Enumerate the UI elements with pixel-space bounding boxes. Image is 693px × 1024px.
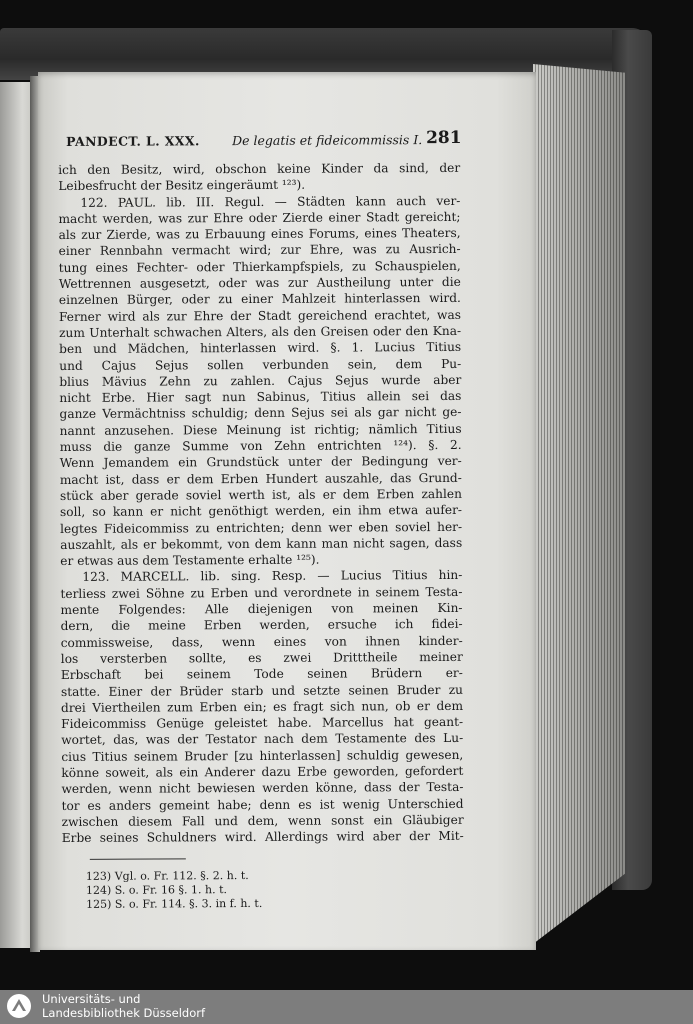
- footer-line-2: Landesbibliothek Düsseldorf: [42, 1006, 206, 1020]
- header-title: De legatis et fideicommissis I.: [232, 132, 423, 149]
- text-line: und Cajus Sejus sollen verbunden sein, dem Pu-: [59, 356, 462, 373]
- header-section: PANDECT. L. XXX.: [66, 133, 200, 149]
- text-line: nannt anzusehen. Diese Meinung ist richtig; nämlich Titius: [59, 421, 462, 438]
- text-line: als zur Zierde, was zu Erbauung eines Forums, eines Theaters,: [58, 226, 461, 243]
- page-text-block: [58, 126, 464, 913]
- text-line: ganze Vermächtniss schuldig; denn Sejus sei als gar nicht ge-: [59, 405, 462, 422]
- text-line: Leibesfrucht der Besitz eingeräumt ¹²³).: [58, 178, 306, 194]
- text-line: 122. PAUL. lib. III. Regul. — Städten kann auch ver-: [80, 193, 461, 210]
- text-line: macht werden, was zur Ehre oder Zierde einer Stadt gereicht;: [58, 209, 461, 226]
- text-line: Wenn Jemandem ein Grundstück unter der Bedingung ver-: [59, 454, 462, 471]
- footer-line-1: Universitäts- und: [42, 992, 141, 1006]
- text-line: mente Folgendes: Alle diejenigen von meinen Kin-: [60, 600, 463, 618]
- left-page-edge: [0, 82, 32, 948]
- text-line: Fideicommiss Genüge geleistet habe. Marcellus hat geant-: [61, 714, 464, 732]
- library-logo-icon: [6, 993, 32, 1019]
- text-line: muss die ganze Summe von Zehn entrichten ¹²⁴). §. 2.: [59, 437, 462, 455]
- text-line: zwischen diesem Fall und dem, wenn sonst ein Gläubiger: [61, 812, 464, 829]
- page-number: 281: [426, 127, 462, 149]
- text-line: statte. Einer der Brüder starb und setzte seinen Bruder zu: [60, 682, 463, 699]
- text-line: ich den Besitz, wird, obschon keine Kinder da sind, der: [58, 160, 461, 177]
- text-line: auszahlt, als er bekommt, von dem kann man nicht sagen, dass: [60, 535, 463, 552]
- text-line: könne soweit, als ein Anderer dazu Erbe geworden, gefordert: [61, 763, 464, 780]
- fore-edge-shadow: [533, 64, 625, 944]
- library-footer: [0, 990, 693, 1024]
- text-line: Erbschaft bei seinem Tode seinen Brüdern er-: [60, 666, 463, 683]
- footnote-rule: [90, 859, 186, 861]
- text-line: macht ist, dass er dem Erben Hundert auszahle, das Grund-: [59, 470, 462, 487]
- text-line: tor es anders gemeint habe; denn es ist wenig Unterschied: [61, 796, 464, 813]
- text-line: er etwas aus dem Testamente erhalte ¹²⁵).: [60, 552, 320, 569]
- text-line: 123. MARCELL. lib. sing. Resp. — Lucius Titius hin-: [82, 568, 463, 585]
- text-line: legtes Fideicommiss zu entrichten; denn wer eben soviel her-: [60, 519, 463, 536]
- text-line: terliess zwei Söhne zu Erben und verordnete in seinem Testa-: [60, 584, 463, 601]
- body-text: [58, 160, 464, 847]
- text-line: nicht Erbe. Hier sagt nun Sabinus, Titius allein sei das: [59, 389, 462, 406]
- footnote: 125) S. o. Fr. 114. §. 3. in f. h. t.: [86, 897, 263, 912]
- text-line: einer Rennbahn vermacht wird; zur Ehre, was zu Ausrich-: [58, 242, 461, 259]
- footnotes: [62, 868, 464, 912]
- text-line: tung eines Fechter- oder Thierkampfspiels, zu Schauspielen,: [58, 258, 461, 275]
- text-line: drei Viertheilen zum Erben ein; es fragt sich nun, ob er dem: [60, 698, 464, 715]
- text-line: cius Titius seinem Bruder [zu hinterlassen] schuldig gewesen,: [61, 747, 464, 764]
- text-line: werden, wenn nicht bewiesen werden könne, dass der Testa-: [61, 780, 464, 797]
- text-line: soll, so kann er nicht genöthigt werden, ein ihm etwa aufer-: [59, 503, 463, 520]
- text-line: dern, die meine Erben werden, ersuche ich fidei-: [60, 617, 463, 634]
- text-line: Erbe seines Schuldners wird. Allerdings wird aber der Mit-: [61, 829, 464, 846]
- text-line: Ferner wird als zur Ehre der Stadt gereichend erachtet, was: [58, 307, 462, 324]
- text-line: wortet, das, was der Testator nach dem Testamente des Lu-: [61, 731, 464, 748]
- text-line: commissweise, dass, wenn eines von ihnen kinder-: [60, 633, 463, 650]
- text-line: blius Mävius Zehn zu zahlen. Cajus Sejus wurde aber: [59, 372, 462, 389]
- text-line: einzelnen Bürger, oder zu einer Mahlzeit hinterlassen wird.: [58, 291, 461, 308]
- text-line: Wettrennen ausgesetzt, oder was zur Austheilung unter die: [58, 274, 461, 292]
- text-line: ben und Mädchen, hinterlassen wird. §. 1. Lucius Titius: [59, 340, 462, 357]
- footnote: 124) S. o. Fr. 16 §. 1. h. t.: [85, 883, 228, 898]
- text-line: los versterben sollte, es zwei Dritttheile meiner: [60, 649, 463, 666]
- footnote: 123) Vgl. o. Fr. 112. §. 2. h. t.: [85, 869, 249, 884]
- text-line: zum Unterhalt schwachen Alters, als den Greisen oder den Kna-: [59, 323, 462, 340]
- text-line: stück aber gerade soviel werth ist, als er dem Erben zahlen: [59, 486, 462, 503]
- running-header: [58, 126, 460, 154]
